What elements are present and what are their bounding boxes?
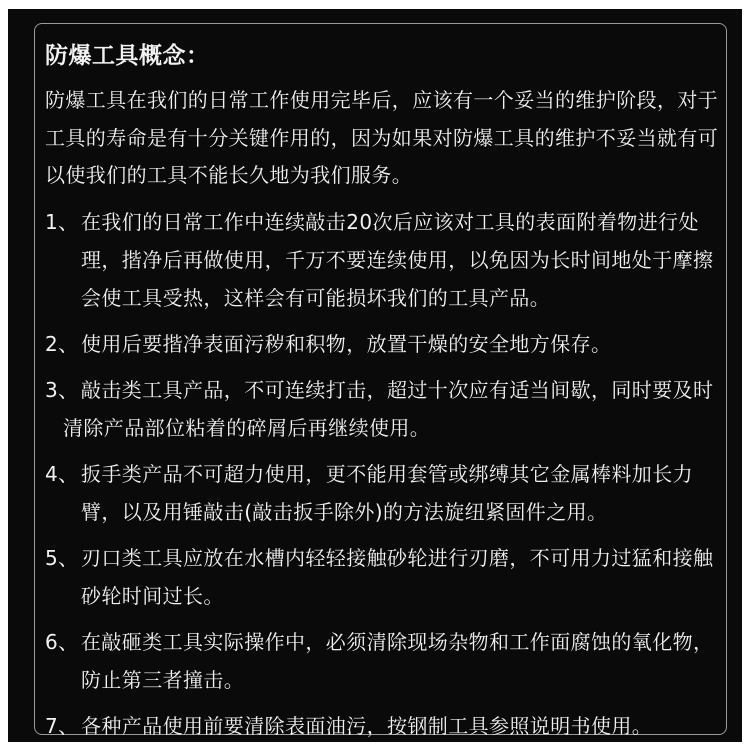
list-item-number: 2、	[45, 331, 79, 356]
content-body	[45, 38, 721, 753]
content-card	[34, 23, 727, 738]
intro-paragraph: 防爆工具在我们的日常工作使用完毕后，应该有一个妥当的维护阶段，对于工具的寿命是有十分关键作用的，因为如果对防爆工具的维护不妥当就有可以使我们的工具不能长久地为我们服务。	[45, 88, 719, 187]
page-title: 防爆工具概念：	[45, 43, 210, 69]
list-item-number: 3、	[45, 377, 79, 402]
list-item-2	[45, 325, 721, 363]
list-item-number: 4、	[45, 461, 79, 486]
list-item-text: 各种产品使用前要清除表面油污，按钢制工具参照说明书使用。	[81, 713, 653, 738]
list-item-number: 7、	[45, 713, 79, 738]
list-item-5	[45, 539, 721, 615]
list-item-text: 在敲砸类工具实际操作中，必须清除现场杂物和工作面腐蚀的氧化物，防止第三者撞击。	[81, 629, 714, 692]
list-item-7	[45, 707, 721, 745]
list-item-text: 敲击类工具产品，不可连续打击，超过十次应有适当间歇，同时要及时清除产品部位粘着的碎屑后再继续使用。	[63, 377, 714, 440]
list-item-text: 使用后要揩净表面污秽和积物，放置干燥的安全地方保存。	[81, 331, 612, 356]
list-item-text: 扳手类产品不可超力使用，更不能用套管或绑缚其它金属棒料加长力臂，以及用锤敲击(敲击扳手除外)的方法旋纽紧固件之用。	[81, 461, 693, 524]
list-item-6	[45, 623, 721, 699]
list-item-1	[45, 203, 721, 317]
list-item-number: 5、	[45, 545, 79, 570]
list-item-text: 刃口类工具应放在水槽内轻轻接触砂轮进行刃磨，不可用力过猛和接触砂轮时间过长。	[81, 545, 714, 608]
list-item-text: 在我们的日常工作中连续敲击20次后应该对工具的表面附着物进行处理，揩净后再做使用，千万不要连续使用，以免因为长时间地处于摩擦会使工具受热，这样会有可能损坏我们的工具产品。	[81, 209, 714, 310]
list-item-number: 1、	[45, 209, 79, 234]
list-item-4	[45, 455, 721, 531]
list-item-number: 6、	[45, 629, 79, 654]
list-item-3	[45, 371, 721, 447]
document-background	[8, 9, 742, 742]
